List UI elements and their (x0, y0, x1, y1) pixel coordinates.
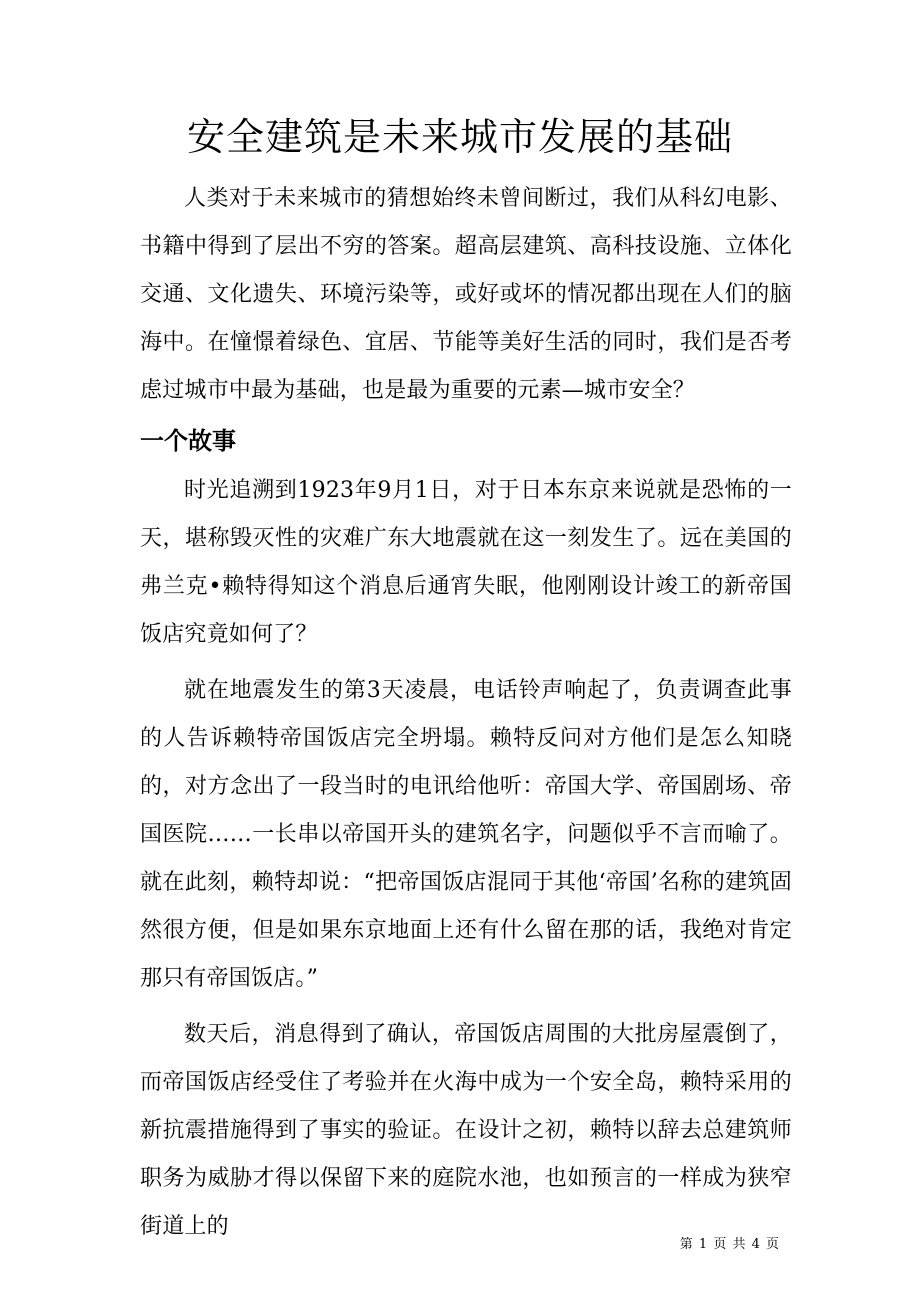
story-paragraph-3: 数天后，消息得到了确认，帝国饭店周围的大批房屋震倒了，而帝国饭店经受住了考验并在火海中成为一个安全岛，赖特采用的新抗震措施得到了事实的验证。在设计之初，赖特以辞去总建筑师职务为威胁才得以保留下来的庭院水池，也如预言的一样成为狭窄街道上的 (140, 1022, 792, 1239)
page-number: 第 1 页 共 4 页 (679, 1237, 780, 1252)
document-title: 安全建筑是未来城市发展的基础 (186, 115, 733, 159)
section-heading: 一个故事 (140, 426, 236, 455)
story-paragraph-1: 时光追溯到1923年9月1日，对于日本东京来说就是恐怖的一天，堪称毁灭性的灾难广东大地震就在这一刻发生了。远在美国的弗兰克•赖特得知这个消息后通宵失眠，他刚刚设计竣工的新帝国饭店究竟如何了？ (140, 478, 792, 647)
document-body (140, 175, 792, 1251)
intro-paragraph: 人类对于未来城市的猜想始终未曾间断过，我们从科幻电影、书籍中得到了层出不穷的答案。超高层建筑、高科技设施、立体化交通、文化遗失、环境污染等，或好或坏的情况都出现在人们的脑海中。在憧憬着绿色、宜居、节能等美好生活的同时，我们是否考虑过城市中最为基础，也是最为重要的元素—城市安全？ (140, 186, 792, 403)
story-paragraph-2: 就在地震发生的第3天凌晨，电话铃声响起了，负责调查此事的人告诉赖特帝国饭店完全坍塌。赖特反问对方他们是怎么知晓的，对方念出了一段当时的电讯给他听：帝国大学、帝国剧场、帝国医院……一长串以帝国开头的建筑名字，问题似乎不言而喻了。就在此刻，赖特却说：“把帝国饭店混同于其他‘帝国’名称的建筑固然很方便，但是如果东京地面上还有什么留在那的话，我绝对肯定那只有帝国饭店。” (140, 678, 792, 991)
